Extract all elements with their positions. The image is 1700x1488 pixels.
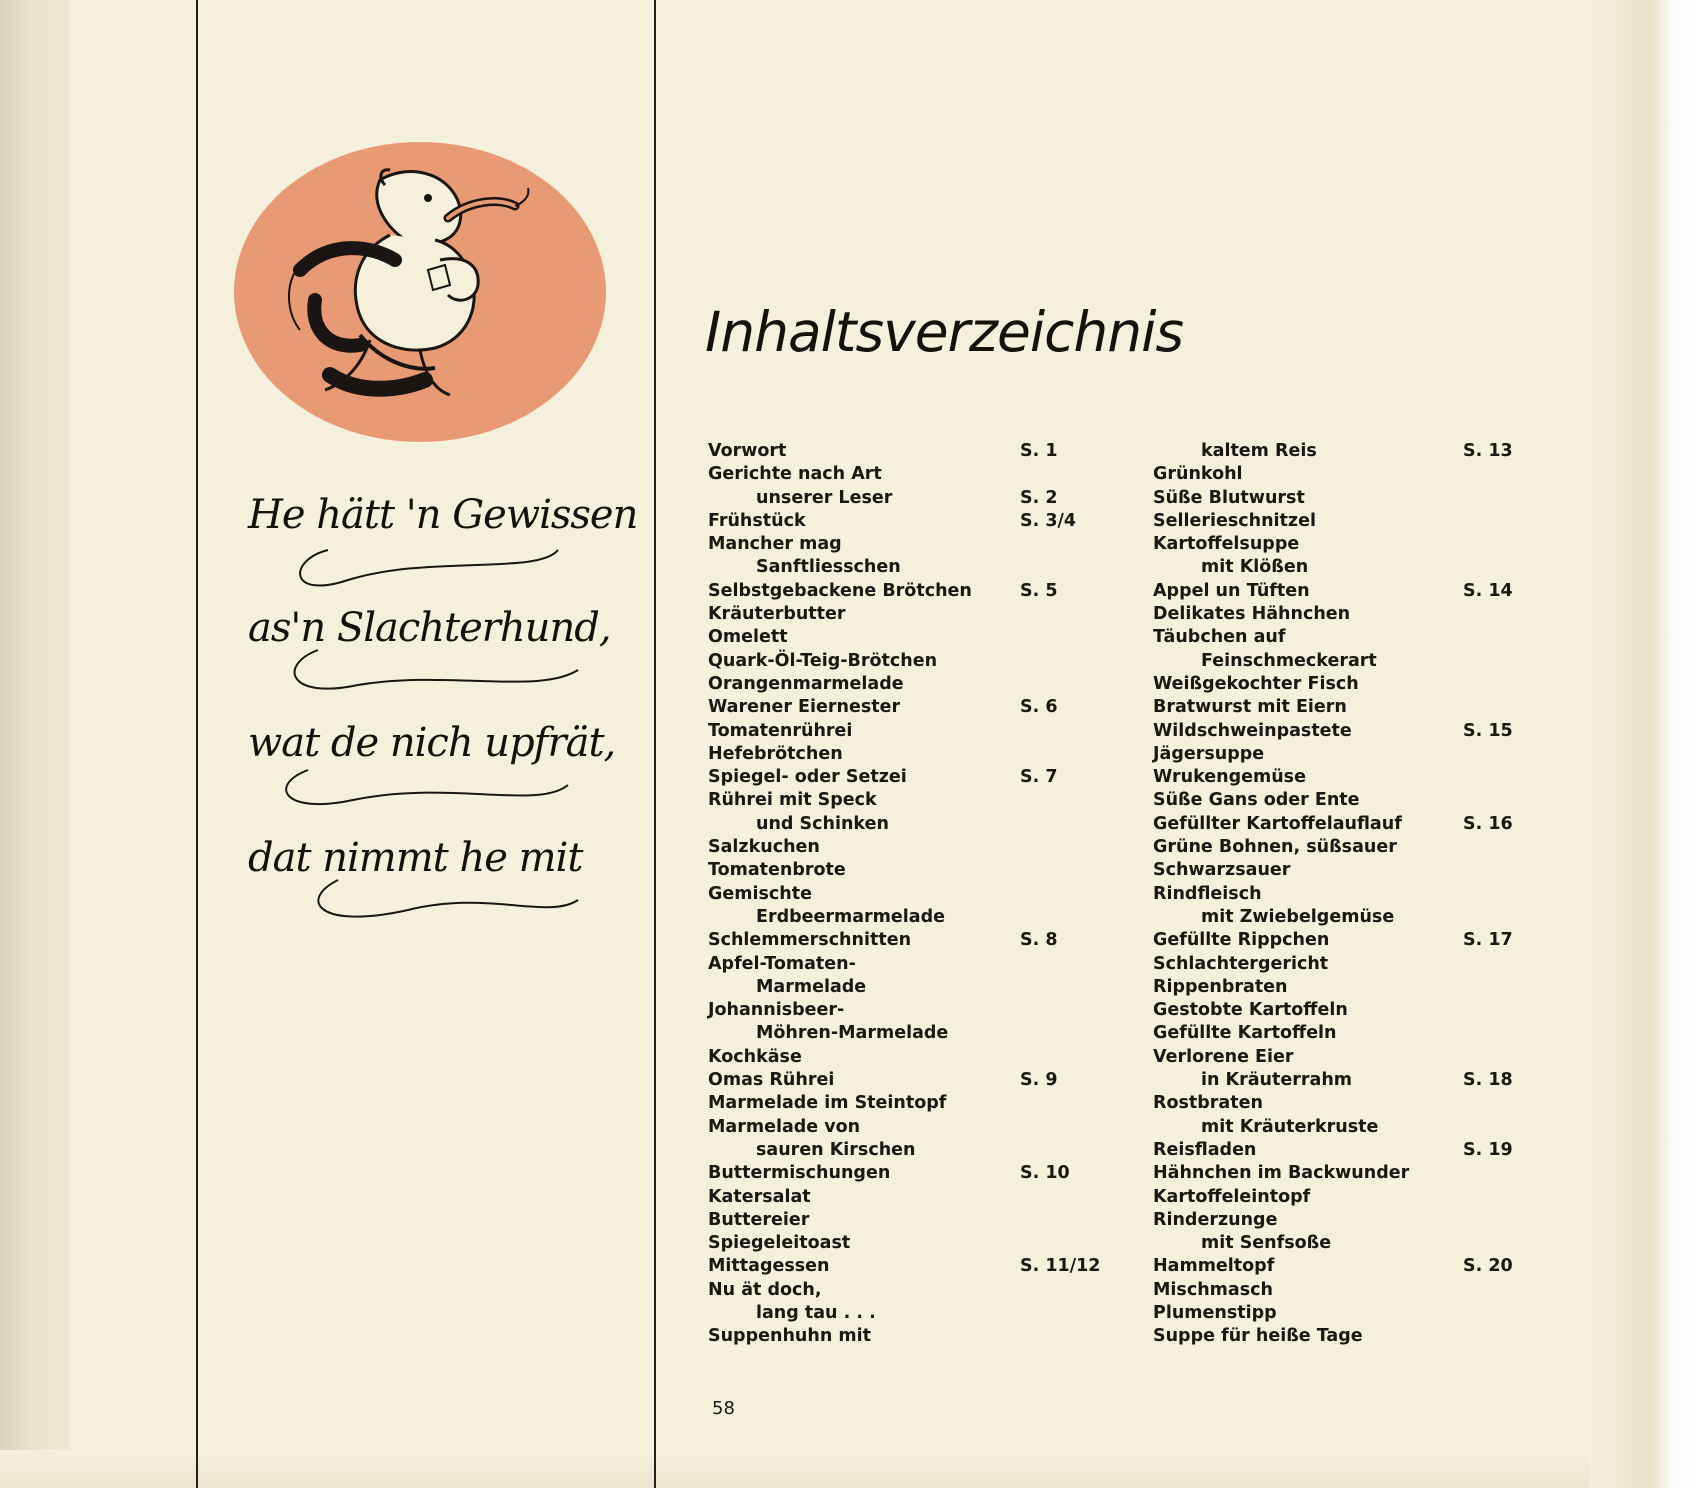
toc-entry-title: Gefüllter Kartoffelauflauf (1153, 813, 1402, 834)
motto-line-3: wat de nich upfrät, (248, 720, 616, 766)
toc-entry (708, 1325, 1098, 1348)
toc-entry (708, 883, 1098, 906)
toc-entry (1153, 463, 1523, 486)
toc-entry (1153, 580, 1523, 603)
toc-entry-title: in Kräuterrahm (1201, 1070, 1353, 1091)
toc-entry-title: Delikates Hähnchen (1153, 604, 1351, 625)
toc-entry (708, 1092, 1098, 1115)
toc-entry-title: mit Senfsoße (1201, 1233, 1332, 1254)
toc-entry (708, 1162, 1098, 1185)
toc-entry (708, 720, 1098, 743)
toc-entry-title: Mancher mag (708, 534, 842, 555)
motto-line-4: dat nimmt he mit (248, 835, 583, 881)
toc-entry-page: S. 5 (1020, 580, 1058, 601)
toc-entry (1153, 813, 1523, 836)
toc-entry (708, 813, 1098, 836)
toc-entry-title: Kartoffelsuppe (1153, 534, 1300, 555)
toc-entry-title: Rippenbraten (1153, 976, 1288, 997)
toc-entry (1153, 976, 1523, 999)
toc-entry (1153, 743, 1523, 766)
toc-entry-title: mit Zwiebelgemüse (1201, 906, 1395, 927)
toc-entry (708, 603, 1098, 626)
book-spine (0, 0, 70, 1488)
toc-entry-title: Rinderzunge (1153, 1209, 1278, 1230)
toc-entry-title: Bratwurst mit Eiern (1153, 697, 1347, 718)
toc-entry (708, 440, 1098, 463)
toc-entry (708, 487, 1098, 510)
toc-entry (1153, 1279, 1523, 1302)
left-rule (196, 0, 198, 1488)
toc-entry-page: S. 8 (1020, 930, 1058, 951)
toc-entry-title: Rostbraten (1153, 1093, 1263, 1114)
toc-entry-title: Gerichte nach Art (708, 464, 882, 485)
toc-entry-title: Wildschweinpastete (1153, 720, 1352, 741)
toc-entry (708, 650, 1098, 673)
toc-entry (1153, 1325, 1523, 1348)
toc-entry-title: Erdbeermarmelade (756, 906, 945, 927)
toc-entry (1153, 883, 1523, 906)
motto-line-2: as'n Slachterhund, (248, 605, 611, 651)
toc-entry (1153, 1255, 1523, 1278)
toc-entry-page: S. 11/12 (1020, 1256, 1101, 1277)
toc-entry (708, 859, 1098, 882)
toc-entry (1153, 1186, 1523, 1209)
toc-entry-title: Gemischte (708, 883, 812, 904)
toc-entry-title: Täubchen auf (1153, 627, 1286, 648)
toc-entry-title: Grüne Bohnen, süßsauer (1153, 837, 1397, 858)
toc-column-1 (708, 440, 1101, 1349)
toc-entry-title: Weißgekochter Fisch (1153, 673, 1359, 694)
toc-entry-title: Schlemmerschnitten (708, 930, 912, 951)
toc-entry (1153, 859, 1523, 882)
toc-column-2 (1153, 440, 1523, 1349)
toc-entry-title: Suppe für heiße Tage (1153, 1326, 1363, 1347)
toc-entry-title: Omelett (708, 627, 788, 648)
toc-entry-title: sauren Kirschen (756, 1139, 916, 1160)
toc-entry-title: Selbstgebackene Brötchen (708, 580, 972, 601)
toc-entry (708, 953, 1098, 976)
toc-entry (1153, 487, 1523, 510)
toc-entry-title: Marmelade von (708, 1116, 861, 1137)
toc-entry-title: Salzkuchen (708, 837, 820, 858)
page-bottom-edge (0, 1450, 1590, 1488)
toc-entry (1153, 1302, 1523, 1325)
toc-entry (708, 1116, 1098, 1139)
toc-entry (1153, 440, 1523, 463)
toc-entry-title: Jägersuppe (1153, 743, 1265, 764)
toc-entry-title: kaltem Reis (1201, 441, 1317, 461)
toc-entry (1153, 556, 1523, 579)
toc-entry (708, 580, 1098, 603)
toc-entry (1153, 626, 1523, 649)
toc-entry-title: Mischmasch (1153, 1279, 1273, 1300)
toc-entry (1153, 603, 1523, 626)
motto-block (248, 480, 648, 980)
toc-entry-page: S. 10 (1020, 1163, 1070, 1184)
toc-entry-page: S. 2 (1020, 487, 1058, 508)
toc-entry-title: Spiegeleitoast (708, 1233, 851, 1254)
toc-entry (708, 906, 1098, 929)
toc-entry-title: Schlachtergericht (1153, 953, 1329, 974)
toc-entry-page: S. 1 (1020, 441, 1058, 461)
toc-entry (708, 999, 1098, 1022)
toc-entry-title: Kartoffeleintopf (1153, 1186, 1311, 1207)
toc-entry-title: lang tau . . . (756, 1302, 876, 1323)
toc-entry (708, 1022, 1098, 1045)
toc-entry-title: Hammeltopf (1153, 1256, 1275, 1277)
toc-entry-title: Omas Rührei (708, 1070, 835, 1091)
toc-entry (1153, 1232, 1523, 1255)
toc-entry-title: Mittagessen (708, 1256, 830, 1277)
toc-entry-title: Vorwort (708, 441, 787, 461)
toc-entry (708, 1209, 1098, 1232)
toc-entry-page: S. 3/4 (1020, 510, 1077, 531)
toc-entry (1153, 1022, 1523, 1045)
toc-entry-page: S. 18 (1463, 1070, 1513, 1091)
toc-entry (708, 743, 1098, 766)
toc-entry-page: S. 7 (1020, 767, 1058, 788)
toc-entry-title: Reisfladen (1153, 1139, 1257, 1160)
toc-entry-title: Plumenstipp (1153, 1302, 1277, 1323)
toc-entry (1153, 999, 1523, 1022)
toc-entry-title: Buttermischungen (708, 1163, 891, 1184)
toc-entry-title: Gestobte Kartoffeln (1153, 1000, 1348, 1021)
toc-entry-title: Süße Gans oder Ente (1153, 790, 1360, 811)
toc-entry (708, 626, 1098, 649)
toc-entry (1153, 766, 1523, 789)
toc-entry-title: Kräuterbutter (708, 604, 846, 625)
page-edge-shadow (1590, 0, 1700, 1488)
toc-entry-title: Sanftliesschen (756, 557, 901, 578)
page-number: 58 (712, 1398, 735, 1419)
toc-entry (1153, 1209, 1523, 1232)
toc-entry (1153, 1162, 1523, 1185)
toc-entry (1153, 789, 1523, 812)
toc-entry-title: mit Kräuterkruste (1201, 1116, 1379, 1137)
toc-entry (1153, 510, 1523, 533)
toc-entry-title: Marmelade im Steintopf (708, 1093, 947, 1114)
toc-entry (708, 1302, 1098, 1325)
toc-entry-title: Orangenmarmelade (708, 673, 904, 694)
toc-entry-page: S. 14 (1463, 580, 1513, 601)
toc-entry (708, 836, 1098, 859)
toc-entry-title: Wrukengemüse (1153, 767, 1306, 788)
toc-entry-title: Marmelade (756, 976, 867, 997)
toc-entry-title: mit Klößen (1201, 557, 1309, 578)
toc-entry-page: S. 16 (1463, 813, 1513, 834)
toc-entry-page: S. 15 (1463, 720, 1513, 741)
toc-entry (1153, 720, 1523, 743)
toc-entry-title: Möhren-Marmelade (756, 1023, 949, 1044)
toc-entry-title: unserer Leser (756, 487, 893, 508)
toc-entry-title: Gefüllte Kartoffeln (1153, 1023, 1337, 1044)
toc-entry (708, 463, 1098, 486)
toc-entry (1153, 673, 1523, 696)
toc-entry-title: Frühstück (708, 510, 806, 531)
toc-entry-title: Tomatenbrote (708, 860, 846, 881)
toc-entry-title: Quark-Öl-Teig-Brötchen (708, 650, 938, 671)
toc-entry (1153, 1046, 1523, 1069)
toc-entry (708, 510, 1098, 533)
toc-entry (1153, 533, 1523, 556)
toc-entry (708, 533, 1098, 556)
toc-entry (1153, 836, 1523, 859)
toc-entry (1153, 1092, 1523, 1115)
toc-entry (708, 556, 1098, 579)
toc-entry-title: Nu ät doch, (708, 1279, 822, 1300)
toc-entry-title: Apfel-Tomaten- (708, 953, 856, 974)
toc-entry (708, 1255, 1101, 1278)
toc-entry-title: Suppenhuhn mit (708, 1326, 871, 1347)
toc-entry (708, 1046, 1098, 1069)
toc-entry (1153, 650, 1523, 673)
toc-entry (1153, 696, 1523, 719)
toc-entry (1153, 953, 1523, 976)
column-divider-rule (654, 0, 656, 1488)
toc-entry (708, 673, 1098, 696)
toc-entry-title: Tomatenrührei (708, 720, 853, 741)
toc-entry (708, 929, 1098, 952)
toc-entry-title: Rindfleisch (1153, 883, 1262, 904)
toc-entry-title: Hefebrötchen (708, 743, 843, 764)
toc-entry-page: S. 19 (1463, 1139, 1513, 1160)
toc-entry-title: Sellerieschnitzel (1153, 510, 1316, 531)
toc-entry (708, 1279, 1098, 1302)
toc-entry-title: Grünkohl (1153, 464, 1243, 485)
toc-entry (1153, 1139, 1523, 1162)
toc-entry (1153, 929, 1523, 952)
motto-line-1: He hätt 'n Gewissen (248, 492, 638, 538)
toc-entry (708, 1232, 1098, 1255)
toc-entry-title: Buttereier (708, 1209, 810, 1230)
toc-entry-title: Gefüllte Rippchen (1153, 930, 1330, 951)
toc-entry-page: S. 17 (1463, 930, 1513, 951)
toc-entry-page: S. 13 (1463, 441, 1513, 461)
toc-entry (708, 976, 1098, 999)
toc-entry (708, 1069, 1098, 1092)
toc-entry-title: Verlorene Eier (1153, 1046, 1294, 1067)
toc-entry-page: S. 20 (1463, 1256, 1513, 1277)
toc-entry-title: Süße Blutwurst (1153, 487, 1305, 508)
toc-entry-title: Warener Eiernester (708, 697, 901, 718)
toc-entry-title: Hähnchen im Backwunder (1153, 1163, 1410, 1184)
dog-with-sausages-icon (230, 140, 610, 445)
toc-entry (708, 1139, 1098, 1162)
toc-entry-title: Kochkäse (708, 1046, 802, 1067)
toc-entry-title: Feinschmeckerart (1201, 650, 1377, 671)
toc-entry (708, 1186, 1098, 1209)
toc-entry-title: Schwarzsauer (1153, 860, 1291, 881)
toc-entry-page: S. 6 (1020, 697, 1058, 718)
toc-entry-title: und Schinken (756, 813, 889, 834)
toc-entry (708, 789, 1098, 812)
toc-entry (1153, 1116, 1523, 1139)
toc-entry (1153, 906, 1523, 929)
toc-entry-title: Appel un Tüften (1153, 580, 1310, 601)
toc-entry (708, 696, 1098, 719)
toc-entry-page: S. 9 (1020, 1070, 1058, 1091)
toc-entry-title: Katersalat (708, 1186, 811, 1207)
toc-entry-title: Johannisbeer- (708, 1000, 845, 1021)
toc-entry (1153, 1069, 1523, 1092)
toc-entry (708, 766, 1098, 789)
toc-title: Inhaltsverzeichnis (705, 300, 1184, 364)
toc-entry-title: Spiegel- oder Setzei (708, 767, 907, 788)
toc-entry-title: Rührei mit Speck (708, 790, 877, 811)
